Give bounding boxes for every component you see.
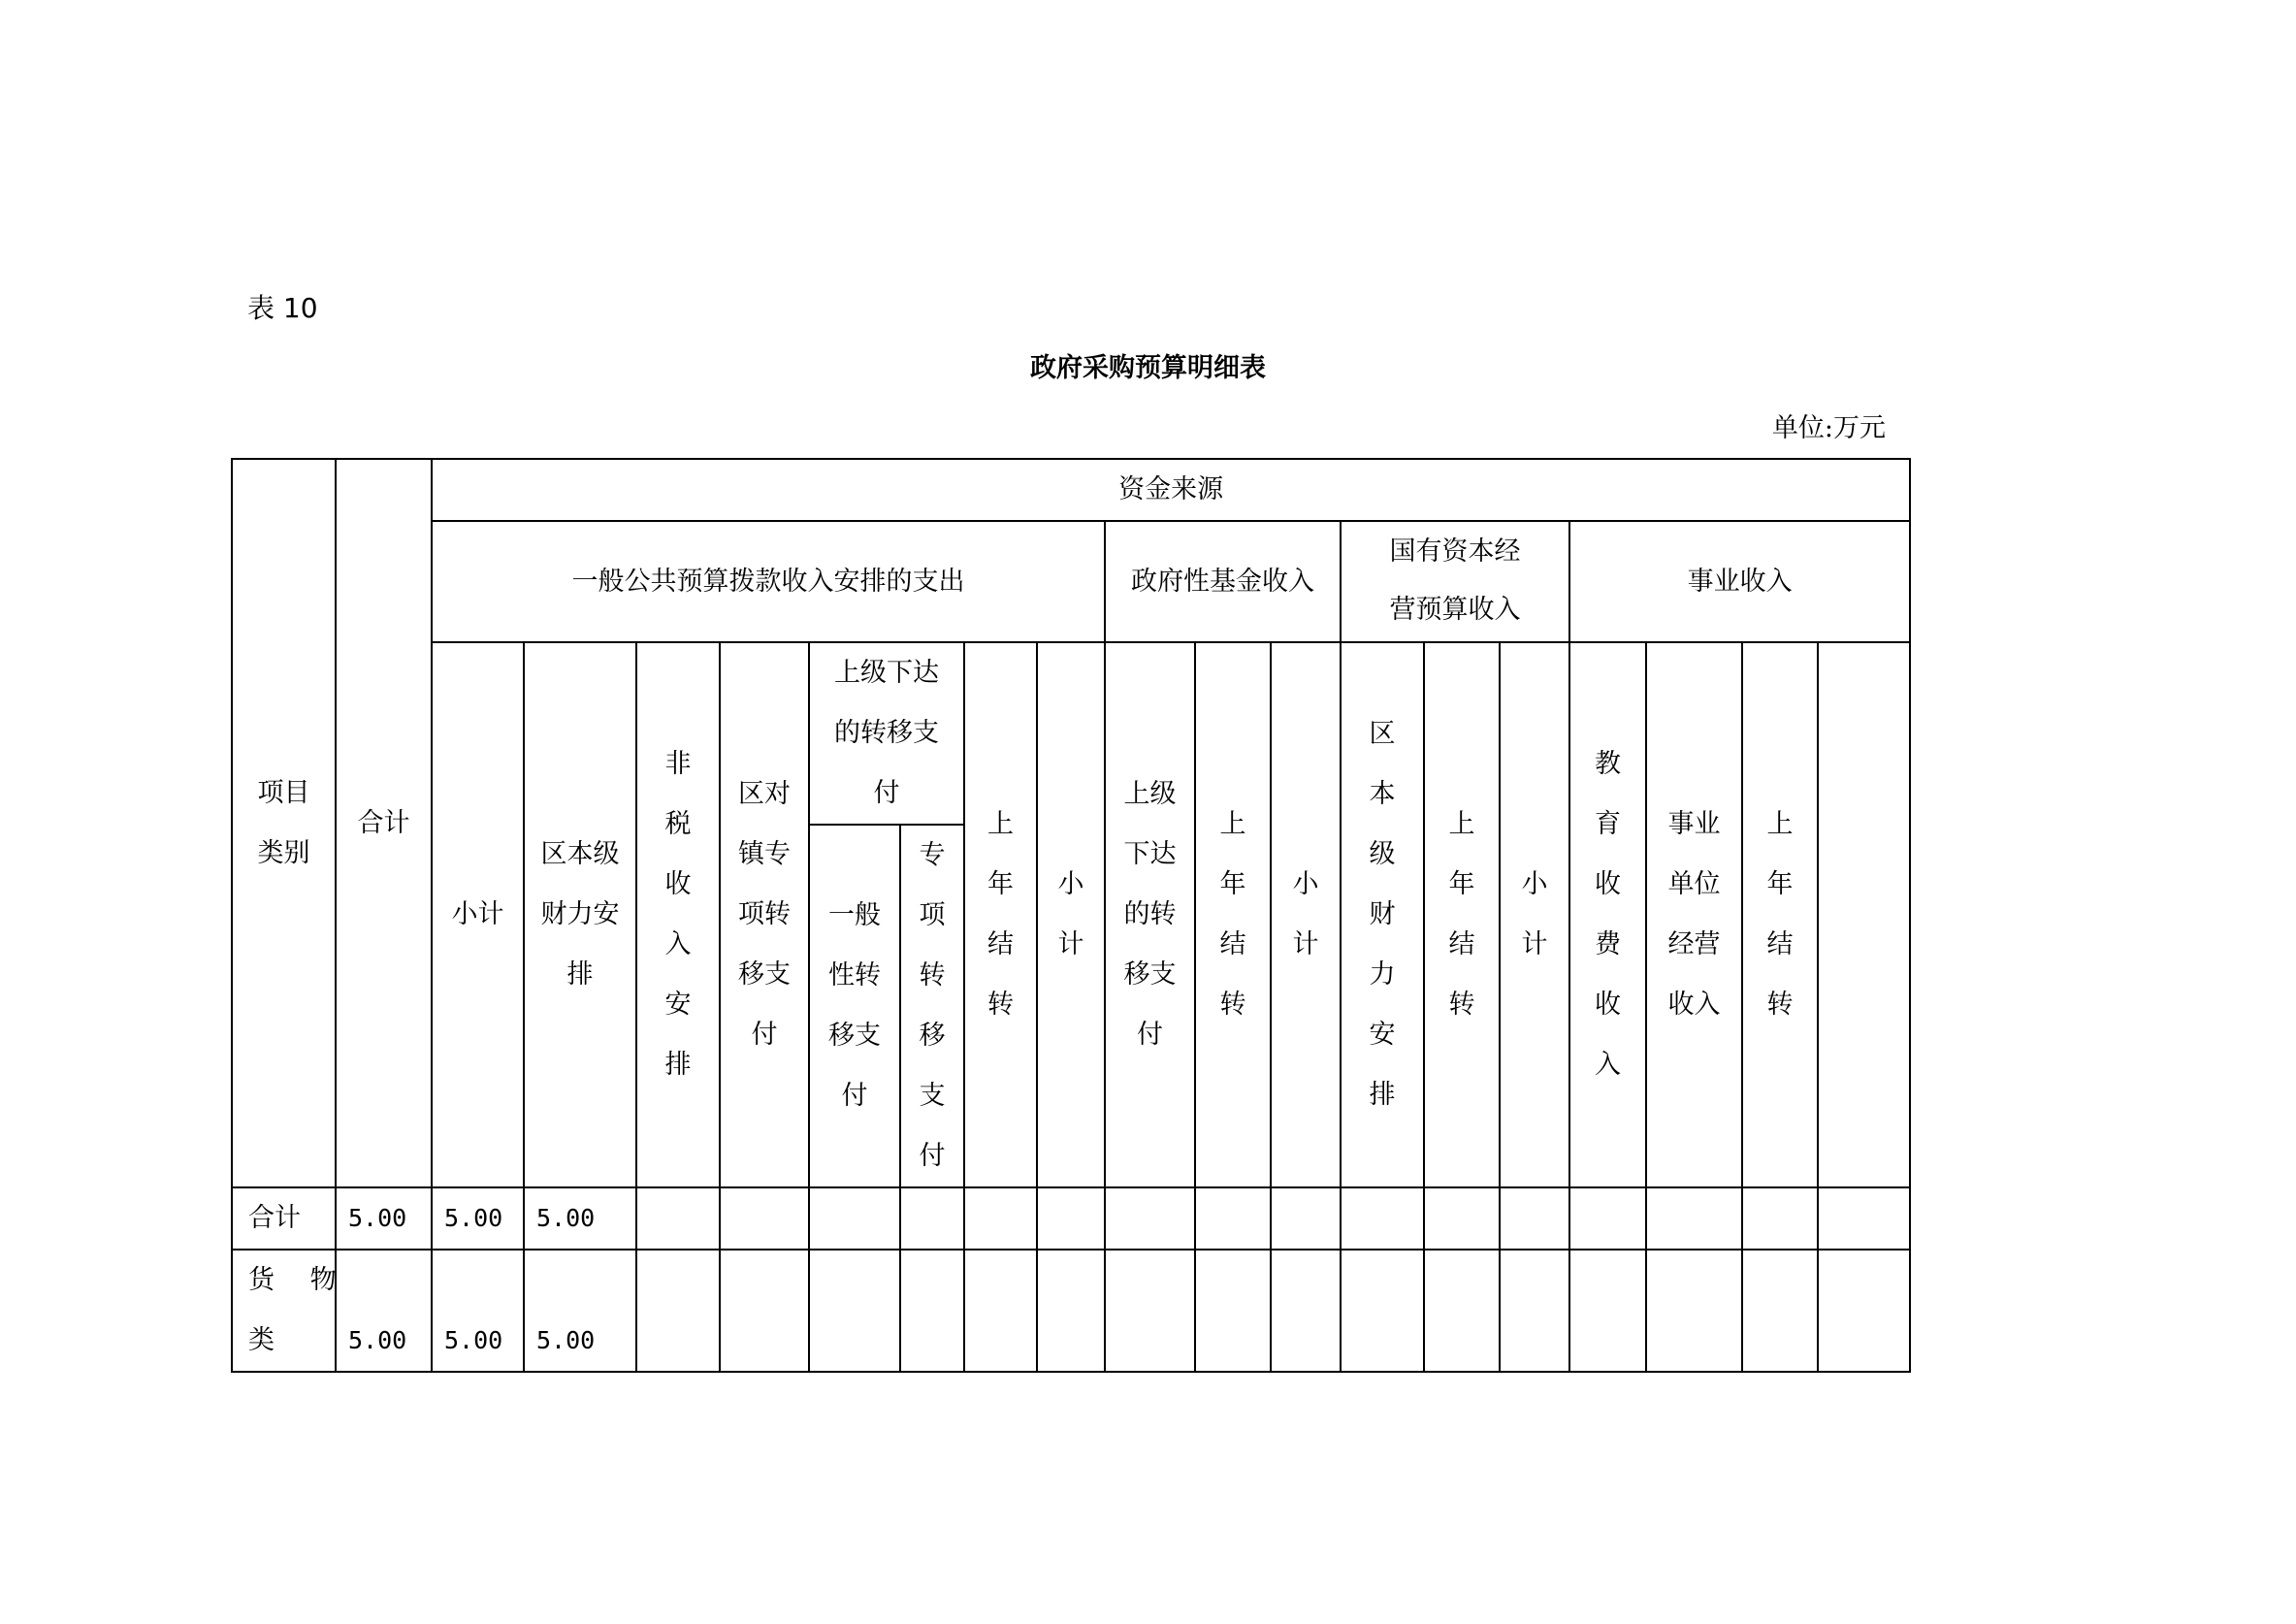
row-total: 5.00 [336,1250,432,1372]
header-item-category: 项目类别 [232,459,336,1187]
header-gf-subtotal: 小计 [1037,642,1105,1187]
header-business-income: 事业收入 [1569,521,1910,642]
header-bi-subtotal: 小计 [1500,642,1569,1187]
header-gf-superior-transfer: 上级下达的转移支付 [1105,642,1195,1187]
empty-cell [964,1250,1037,1372]
empty-cell [1195,1250,1271,1372]
table-row [232,1187,1910,1250]
header-gp-district: 区本级财力安排 [524,642,636,1187]
empty-cell [1271,1187,1341,1250]
empty-cell [1646,1187,1742,1250]
empty-cell [1742,1187,1818,1250]
empty-cell [1195,1187,1271,1250]
empty-cell [1341,1187,1424,1250]
row-category [232,1250,350,1372]
empty-cell [809,1250,900,1372]
empty-cell [1646,1250,1742,1372]
header-sc-subtotal: 小计 [1271,642,1341,1187]
header-bi-education: 教育收费收入 [1569,642,1646,1187]
header-state-capital-income: 国有资本经营预算收入 [1341,521,1569,642]
empty-cell [1500,1250,1569,1372]
empty-cell [636,1187,720,1250]
row-gp-district: 5.00 [524,1187,636,1250]
table-number: 表 10 [247,292,318,324]
empty-cell [1271,1250,1341,1372]
row-gp-subtotal: 5.00 [432,1250,524,1372]
header-bi-carryover: 上年结转 [1742,642,1818,1187]
empty-cell [1818,1187,1910,1250]
unit-label: 单位:万元 [1771,413,1886,443]
empty-cell [1037,1250,1105,1372]
empty-cell [1037,1187,1105,1250]
empty-cell [1818,1250,1910,1372]
empty-cell [1500,1187,1569,1250]
empty-cell [1424,1250,1500,1372]
empty-cell [900,1187,964,1250]
header-gp-town-transfer: 区对镇专项转移支付 [720,642,809,1187]
header-general-public-budget: 一般公共预算拨款收入安排的支出 [432,521,1105,642]
header-gp-general-transfer: 一般性转移支付 [809,825,900,1187]
header-sc-district: 区本级财力安排 [1341,642,1424,1187]
header-funding-source: 资金来源 [432,459,1910,521]
procurement-budget-table [231,458,1911,1373]
row-total: 5.00 [336,1187,432,1250]
empty-cell [1569,1187,1646,1250]
document-title: 政府采购预算明细表 [1030,353,1266,383]
header-sc-carryover: 上年结转 [1424,642,1500,1187]
row-category: 合计 [232,1187,336,1250]
empty-cell [900,1250,964,1372]
empty-cell [636,1250,720,1372]
empty-cell [1105,1187,1195,1250]
empty-cell [1569,1250,1646,1372]
row-category-line-2: 类 [248,1325,275,1355]
header-bi-unit-operation: 事业单位经营收入 [1646,642,1742,1187]
empty-cell [1341,1250,1424,1372]
header-gp-carryover: 上年结转 [964,642,1037,1187]
row-gp-district: 5.00 [524,1250,636,1372]
row-category-line-1: 货 物 [248,1265,350,1295]
header-gp-superior-transfer: 上级下达的转移支付 [809,642,964,825]
table-row [232,1250,1910,1372]
empty-cell [720,1250,809,1372]
header-total: 合计 [336,459,432,1187]
empty-cell [720,1187,809,1250]
header-gf-carryover: 上年结转 [1195,642,1271,1187]
header-gp-special-transfer: 专项转移支付 [900,825,964,1187]
empty-cell [1424,1187,1500,1250]
header-gp-nontax: 非税收入安排 [636,642,720,1187]
empty-cell [964,1187,1037,1250]
header-gp-subtotal: 小计 [432,642,524,1187]
empty-cell [1105,1250,1195,1372]
empty-cell [1742,1250,1818,1372]
header-gov-fund-income: 政府性基金收入 [1105,521,1341,642]
row-gp-subtotal: 5.00 [432,1187,524,1250]
empty-cell [809,1187,900,1250]
